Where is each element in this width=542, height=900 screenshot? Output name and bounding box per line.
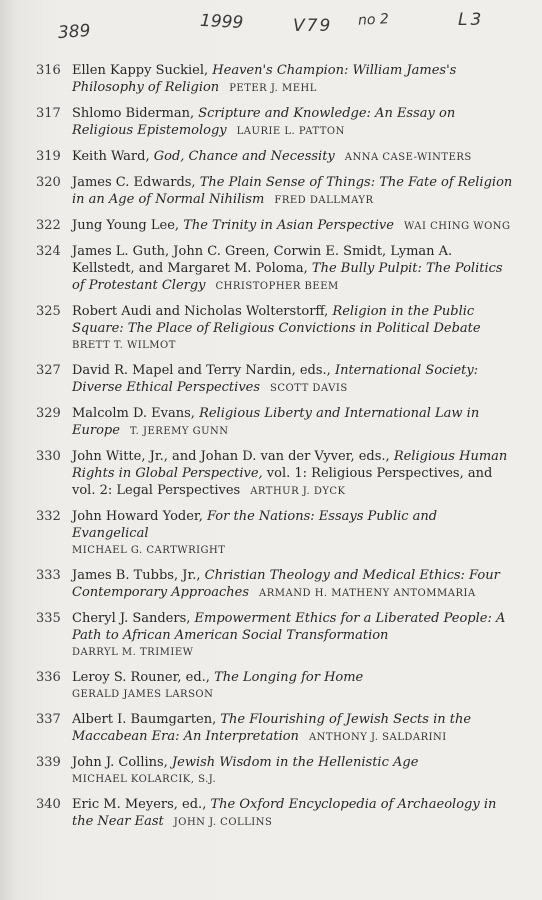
reviewer-name: JOHN J. COLLINS xyxy=(173,817,273,828)
reviewer-name: ANNA CASE-WINTERS xyxy=(344,152,472,163)
reviewer-name: FRED DALLMAYR xyxy=(274,195,374,206)
entry-citation xyxy=(72,217,516,235)
reviewer-name: ARMAND H. MATHENY ANTOMMARIA xyxy=(259,588,476,599)
book-title: Religious Human Rights in Global Perspective, xyxy=(72,449,508,481)
book-title-suffix: vol. 1: Religious Perspectives, and vol. 2: Legal Perspectives xyxy=(72,466,493,498)
handwritten-issue: no 2 xyxy=(357,11,390,29)
page-number: 322 xyxy=(36,218,61,233)
author-names: Jung Young Lee, xyxy=(72,218,184,233)
entry-citation xyxy=(72,711,516,746)
review-entry xyxy=(36,148,516,166)
page-number: 329 xyxy=(36,406,61,421)
author-names: James L. Guth, John C. Green, Corwin E. Smidt, Lyman A. Kellstedt, and Margaret M. Poloma, xyxy=(72,244,453,276)
book-title: The Flourishing of Jewish Sects in the Maccabean Era: An Interpretation xyxy=(72,712,472,744)
reviewer-name: LAURIE L. PATTON xyxy=(236,126,345,137)
page-number: 333 xyxy=(36,568,61,583)
author-names: Keith Ward, xyxy=(72,149,154,164)
author-names: James C. Edwards, xyxy=(72,175,200,190)
reviewer-name: MICHAEL KOLARCIK, S.J. xyxy=(72,774,217,785)
handwritten-volume: V79 xyxy=(293,16,333,36)
review-entry xyxy=(36,217,516,235)
book-title: God, Chance and Necessity xyxy=(153,149,335,164)
review-entry xyxy=(36,610,516,661)
review-entry xyxy=(36,669,516,703)
entry-citation xyxy=(72,174,516,209)
entry-citation xyxy=(72,148,516,166)
review-entry xyxy=(36,405,516,440)
entry-citation xyxy=(72,303,516,354)
review-entry xyxy=(36,711,516,746)
book-title: Empowerment Ethics for a Liberated People: A Path to African American Social Transformation xyxy=(72,611,506,643)
entry-citation xyxy=(72,567,516,602)
author-names: Ellen Kappy Suckiel, xyxy=(72,63,213,78)
entry-citation xyxy=(72,62,516,97)
entry-citation xyxy=(72,405,516,440)
review-entry xyxy=(36,796,516,831)
author-names: Shlomo Biderman, xyxy=(72,106,199,121)
entry-citation xyxy=(72,669,516,703)
page-number: 320 xyxy=(36,175,61,190)
entry-citation xyxy=(72,796,516,831)
entry-citation xyxy=(72,610,516,661)
book-title: The Trinity in Asian Perspective xyxy=(183,218,394,233)
reviewer-name: WAI CHING WONG xyxy=(403,221,511,232)
entry-citation xyxy=(72,105,516,140)
reviewer-name: MICHAEL G. CARTWRIGHT xyxy=(72,545,226,556)
author-names: Malcolm D. Evans, xyxy=(72,406,200,421)
entry-citation xyxy=(72,508,516,559)
author-names: Leroy S. Rouner, ed., xyxy=(72,670,215,685)
review-entry xyxy=(36,174,516,209)
entry-citation xyxy=(72,243,516,295)
review-entry xyxy=(36,243,516,295)
author-names: David R. Mapel and Terry Nardin, eds., xyxy=(72,363,335,378)
page-number: 324 xyxy=(36,244,61,259)
page-number: 340 xyxy=(36,797,61,812)
review-list xyxy=(36,62,516,839)
book-title: Jewish Wisdom in the Hellenistic Age xyxy=(171,755,419,770)
review-entry xyxy=(36,754,516,788)
entry-citation xyxy=(72,362,516,397)
book-title: For the Nations: Essays Public and Evangelical xyxy=(72,509,438,541)
book-title: The Oxford Encyclopedia of Archaeology in the Near East xyxy=(72,797,497,829)
review-entry xyxy=(36,303,516,354)
review-entry xyxy=(36,567,516,602)
review-entry xyxy=(36,448,516,500)
book-title: International Society: Diverse Ethical Perspectives xyxy=(72,363,479,395)
page-number: 335 xyxy=(36,611,61,626)
book-title: The Bully Pulpit: The Politics of Protestant Clergy xyxy=(72,261,503,293)
handwritten-year: 1999 xyxy=(199,10,244,34)
book-title: Scripture and Knowledge: An Essay on Religious Epistemology xyxy=(72,106,456,138)
reviewer-name: ARTHUR J. DYCK xyxy=(250,486,346,497)
author-names: James B. Tubbs, Jr., xyxy=(72,568,205,583)
handwritten-code: L3 xyxy=(458,10,485,30)
reviewer-name: T. JEREMY GUNN xyxy=(129,426,229,437)
page-number: 337 xyxy=(36,712,61,727)
author-names: Eric M. Meyers, ed., xyxy=(72,797,211,812)
book-title: The Plain Sense of Things: The Fate of Religion in an Age of Normal Nihilism xyxy=(72,175,513,207)
review-entry xyxy=(36,105,516,140)
book-title: The Longing for Home xyxy=(214,670,364,685)
author-names: Albert I. Baumgarten, xyxy=(72,712,221,727)
review-entry xyxy=(36,362,516,397)
book-title: Religion in the Public Square: The Place of Religious Convictions in Political Debate xyxy=(72,304,481,336)
page-number: 330 xyxy=(36,449,61,464)
page-number: 339 xyxy=(36,755,61,770)
author-names: John J. Collins, xyxy=(72,755,172,770)
review-entry xyxy=(36,62,516,97)
page-number: 332 xyxy=(36,509,61,524)
reviewer-name: GERALD JAMES LARSON xyxy=(72,689,214,700)
entry-citation xyxy=(72,754,516,788)
book-title: Heaven's Champion: William James's Philosophy of Religion xyxy=(72,63,457,95)
reviewer-name: BRETT T. WILMOT xyxy=(72,340,176,351)
entry-citation xyxy=(72,448,516,500)
book-title: Christian Theology and Medical Ethics: Four Contemporary Approaches xyxy=(72,568,500,600)
page-number: 317 xyxy=(36,106,61,121)
book-title: Religious Liberty and International Law in Europe xyxy=(72,406,480,438)
reviewer-name: DARRYL M. TRIMIEW xyxy=(72,647,194,658)
handwritten-notes xyxy=(0,8,542,48)
page-number: 325 xyxy=(36,304,61,319)
author-names: John Witte, Jr., and Johan D. van der Vyver, eds., xyxy=(72,449,394,464)
review-entry xyxy=(36,508,516,559)
author-names: John Howard Yoder, xyxy=(72,509,207,524)
handwritten-page-number: 389 xyxy=(57,20,92,44)
page-number: 327 xyxy=(36,363,61,378)
page-number: 336 xyxy=(36,670,61,685)
reviewer-name: SCOTT DAVIS xyxy=(270,383,348,394)
reviewer-name: PETER J. MEHL xyxy=(229,83,317,94)
page-number: 316 xyxy=(36,63,61,78)
author-names: Robert Audi and Nicholas Wolterstorff, xyxy=(72,304,333,319)
reviewer-name: ANTHONY J. SALDARINI xyxy=(308,732,447,743)
reviewer-name: CHRISTOPHER BEEM xyxy=(215,281,339,292)
page-number: 319 xyxy=(36,149,61,164)
author-names: Cheryl J. Sanders, xyxy=(72,611,195,626)
